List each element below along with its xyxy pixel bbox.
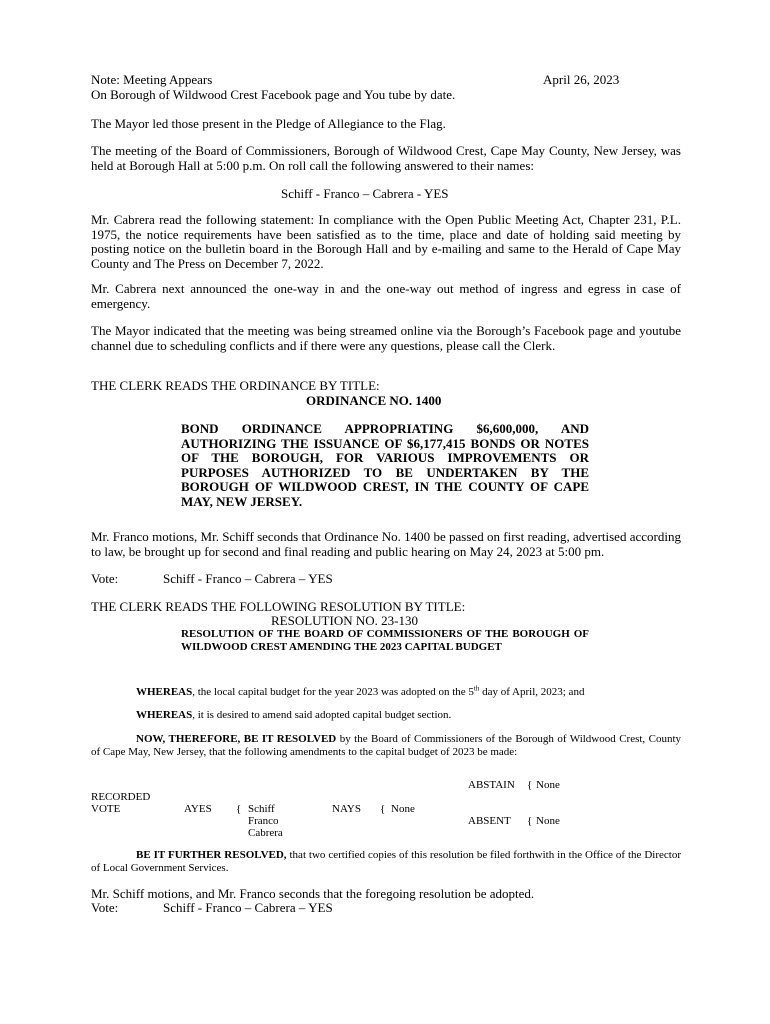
ordinance-motion: Mr. Franco motions, Mr. Schiff seconds that Ordinance No. 1400 be passed on first reading, advertised according to law, be brought up for second and final reading and public hearing on May 24, 2023 at 5:00 pm. [91, 529, 681, 559]
roll-call-paragraph: The meeting of the Board of Commissioners, Borough of Wildwood Crest, Cape May County, New Jersey, was held at Borough Hall at 5:00 p.m. On roll call the following answered to their names: [91, 143, 681, 173]
whereas-1 [136, 686, 584, 699]
absent-value: None [536, 815, 560, 827]
absent-label: ABSENT [468, 815, 511, 827]
resolution-number: RESOLUTION NO. 23-130 [271, 613, 418, 628]
nays-value: None [391, 803, 415, 815]
nays-label: NAYS [332, 803, 361, 815]
pledge-paragraph: The Mayor led those present in the Pledge of Allegiance to the Flag. [91, 116, 446, 131]
ayes-label: AYES [184, 803, 212, 815]
ordinance-vote-label: Vote: [91, 571, 119, 586]
resolution-vote: Schiff - Franco – Cabrera – YES [163, 900, 333, 915]
recorded-label: RECORDED [91, 791, 151, 803]
ayes-brace: { [236, 803, 242, 815]
resolved-text: by the Board of Commissioners of the Borough of Wildwood Crest, County of Cape May, New Jersey, that the following amendments to the capital budget of 2023 be made: [91, 733, 682, 758]
aye-1: Schiff [248, 803, 275, 815]
note-line-1: Note: Meeting Appears [91, 72, 213, 87]
abstain-brace: { [527, 779, 533, 791]
whereas-2-label: WHEREAS [136, 709, 193, 721]
egress-paragraph: Mr. Cabrera next announced the one-way in and the one-way out method of ingress and egress in case of emergency. [91, 281, 681, 311]
streaming-paragraph: The Mayor indicated that the meeting was being streamed online via the Borough’s Facebook page and youtube channel due to scheduling conflicts and if there were any questions, please call the Clerk. [91, 323, 681, 353]
statement-paragraph: Mr. Cabrera read the following statement: In compliance with the Open Public Meeting Act, Chapter 231, P.L. 1975, the notice requirements have been satisfied as to the time, place and date of holding said meeting by posting notice on the bulletin board in the Borough Hall and by e-mailing and same to the Herald of Cape May County and The Press on December 7, 2022. [91, 212, 681, 271]
aye-3: Cabrera [248, 827, 283, 839]
abstain-value: None [536, 779, 560, 791]
resolution-motion: Mr. Schiff motions, and Mr. Franco seconds that the foregoing resolution be adopted. [91, 886, 535, 901]
further-resolved-paragraph [91, 849, 681, 874]
further-resolved-text: that two certified copies of this resolution be filed forthwith in the Office of the Director of Local Government Services. [91, 849, 681, 874]
ordinance-number: ORDINANCE NO. 1400 [306, 393, 442, 408]
nays-brace: { [380, 803, 386, 815]
ordinance-vote: Schiff - Franco – Cabrera – YES [163, 571, 333, 586]
resolution-title: RESOLUTION OF THE BOARD OF COMMISSIONERS OF THE BOROUGH OF WILDWOOD CREST AMENDING THE 2023 CAPITAL BUDGET [181, 628, 589, 653]
note-line-2: On Borough of Wildwood Crest Facebook page and You tube by date. [91, 87, 456, 102]
whereas-2 [136, 709, 451, 722]
whereas-1-text-b: day of April, 2023; and [479, 686, 585, 698]
whereas-2-text: , it is desired to amend said adopted capital budget section. [192, 709, 452, 721]
clerk-reads-ordinance: THE CLERK READS THE ORDINANCE BY TITLE: [91, 378, 380, 393]
resolved-label: NOW, THEREFORE, BE IT RESOLVED [136, 733, 337, 745]
whereas-1-text-a: , the local capital budget for the year 2023 was adopted on the 5 [192, 686, 474, 698]
whereas-1-label: WHEREAS [136, 686, 193, 698]
whereas-1-sup: th [473, 684, 480, 693]
resolution-vote-label: Vote: [91, 900, 119, 915]
vote-label: VOTE [91, 803, 121, 815]
abstain-label: ABSTAIN [468, 779, 515, 791]
meeting-date: April 26, 2023 [543, 72, 620, 87]
absent-brace: { [527, 815, 533, 827]
roll-call-answer: Schiff - Franco – Cabrera - YES [281, 186, 449, 201]
ordinance-title: BOND ORDINANCE APPROPRIATING $6,600,000, AND AUTHORIZING THE ISSUANCE OF $6,177,415 BONDS OR NOTES OF THE BOROUGH, FOR VARIOUS IMPROVEMENTS OR PURPOSES AUTHORIZED TO BE UNDERTAKEN BY THE BOROUGH OF WILDWOOD CREST, IN THE COUNTY OF CAPE MAY, NEW JERSEY. [181, 421, 589, 509]
aye-2: Franco [248, 815, 279, 827]
resolved-paragraph [91, 733, 681, 758]
clerk-reads-resolution: THE CLERK READS THE FOLLOWING RESOLUTION BY TITLE: [91, 599, 466, 614]
further-resolved-label: BE IT FURTHER RESOLVED, [136, 849, 287, 861]
